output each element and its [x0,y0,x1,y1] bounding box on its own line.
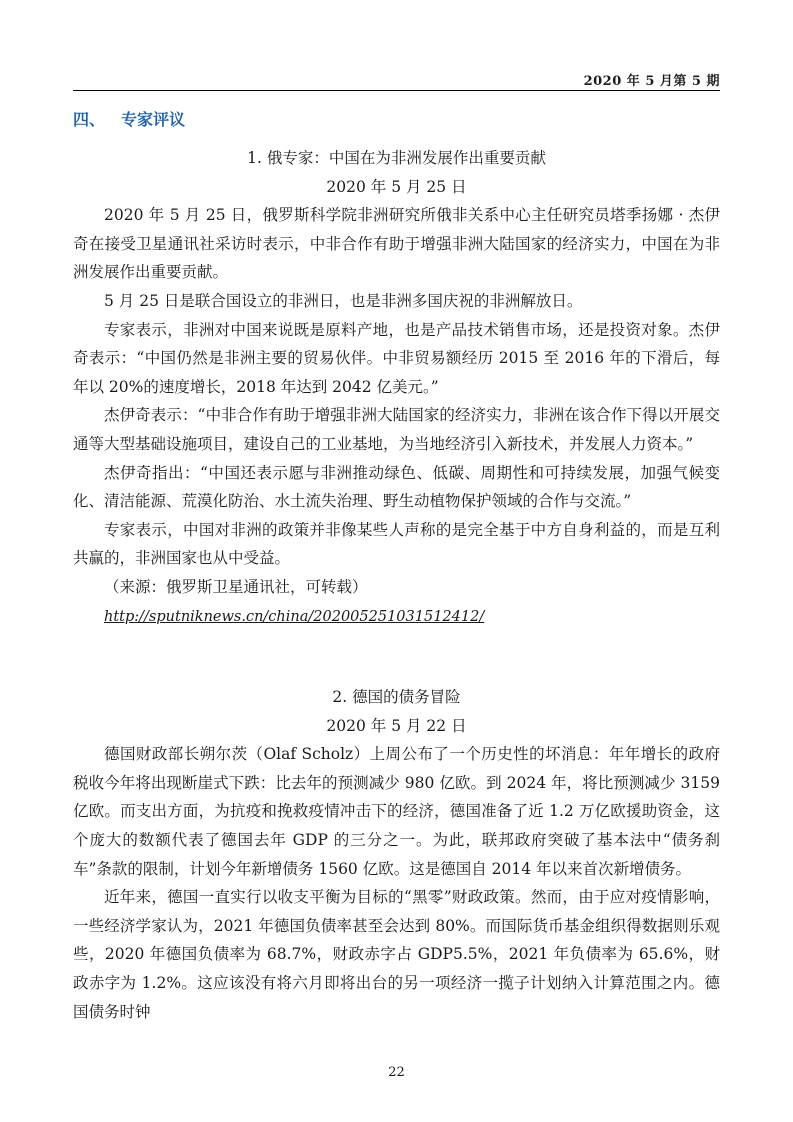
paragraph: 德国财政部长朔尔茨（Olaf Scholz）上周公布了一个历史性的坏消息：年年增长的政府税收今年将出现断崖式下跌：比去年的预测减少 980 亿欧。到 2024 年，将比预测减少 3159 亿欧。而支出方面，为抗疫和挽救疫情冲击下的经济，德国准备了近 1.2 万亿欧援助资金，这个庞大的数额代表了德国去年 GDP 的三分之一。为此，联邦政府突破了基本法中“债务刹车”条款的限制，计划今年新增债务 1560 亿欧。这是德国自 2014 年以来首次新增债务。 [73,745,720,878]
article-2 [73,683,720,1026]
header-rule [73,90,720,91]
paragraph: 近年来，德国一直实行以收支平衡为目标的“黑零”财政政策。然而，由于应对疫情影响，一些经济学家认为，2021 年德国负债率甚至会达到 80%。而国际货币基金组织得数据则乐观些，2020 年德国负债率为 68.7%，财政赤字占 GDP5.5%，2021 年负债率为 65.6%，财政赤字为 1.2%。这应该没有将六月即将出台的另一项经济一揽子计划纳入计算范围之内。德国债务时钟 [73,888,720,1021]
paragraph: 杰伊奇指出：“中国还表示愿与非洲推动绿色、低碳、周期性和可持续发展，加强气候变化、清洁能源、荒漠化防治、水土流失治理、野生动植物保护领域的合作与交流。” [73,463,720,511]
article-date: 2020 年 5 月 25 日 [326,177,467,196]
paragraph: 5 月 25 日是联合国设立的非洲日，也是非洲多国庆祝的非洲解放日。 [104,291,583,310]
section-title: 专家评议 [121,110,186,129]
source-link[interactable]: http://sputniknews.cn/china/202005251031512412/ [104,608,485,625]
paragraph: 专家表示，中国对非洲的政策并非像某些人声称的是完全基于中方自身利益的，而是互利共赢的，非洲国家也从中受益。 [73,520,720,568]
paragraph: 杰伊奇表示：“中非合作有助于增强非洲大陆国家的经济实力，非洲在该合作下得以开展交通等大型基础设施项目，建设自己的工业基地，为当地经济引入新技术，并发展人力资本。” [73,406,720,453]
paragraph: 2020 年 5 月 25 日，俄罗斯科学院非洲研究所俄非关系中心主任研究员塔季扬娜 · 杰伊奇在接受卫星通讯社采访时表示，中非合作有助于增强非洲大陆国家的经济实力，中国在为非洲发展作出重要贡献。 [73,206,720,282]
article-date: 2020 年 5 月 22 日 [326,716,467,735]
section-number: 四、 [73,110,106,129]
paragraph: 专家表示，非洲对中国来说既是原料产地，也是产品技术销售市场，还是投资对象。杰伊奇表示：“中国仍然是非洲主要的贸易伙伴。中非贸易额经历 2015 至 2016 年的下滑后，每年以 20%的速度增长，2018 年达到 2042 亿美元。” [73,320,720,396]
issue-header: 2020 年 5 月第 5 期 [583,74,720,89]
source-note: （来源：俄罗斯卫星通讯社，可转载） [104,577,368,596]
article-1 [73,144,720,631]
page-number: 22 [388,1065,405,1080]
article-title: 1. 俄专家：中国在为非洲发展作出重要贡献 [247,149,546,167]
section-heading [73,107,185,130]
link-line [73,602,720,632]
article-title: 2. 德国的债务冒险 [332,688,461,706]
